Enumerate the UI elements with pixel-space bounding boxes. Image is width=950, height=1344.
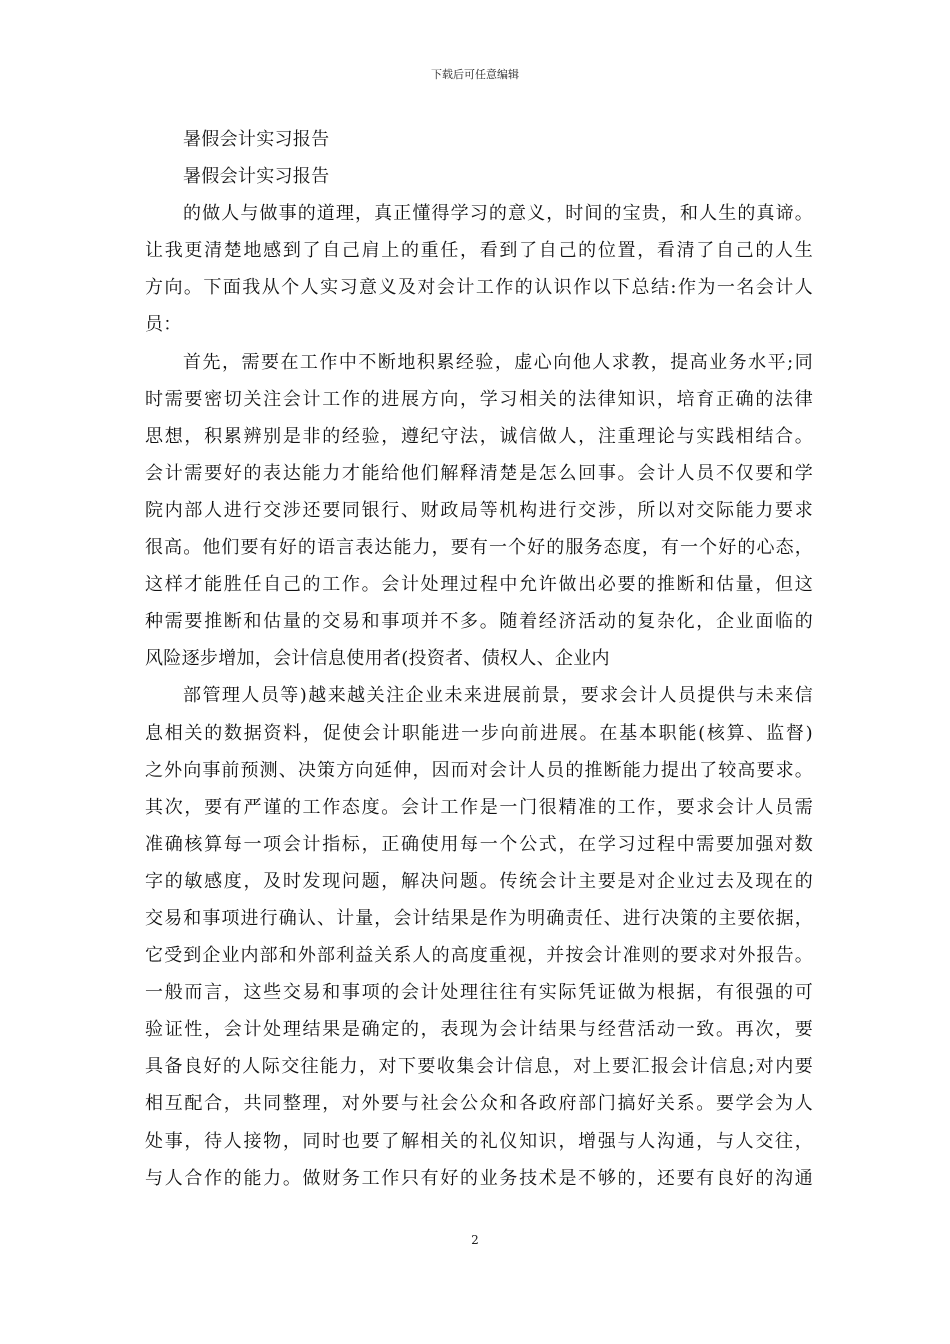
text-line: 暑假会计实习报告 bbox=[183, 129, 330, 150]
text-line: 交易和事项进行确认、计量，会计结果是作为明确责任、进行决策的主要依据， bbox=[145, 907, 813, 929]
text-line: 的做人与做事的道理，真正懂得学习的意义，时间的宝贵，和人生的真谛。 bbox=[183, 203, 813, 225]
text-line: 让我更清楚地感到了自己肩上的重任，看到了自己的位置，看清了自己的人生 bbox=[145, 240, 813, 262]
text-line: 暑假会计实习报告 bbox=[183, 166, 330, 188]
text-line: 方向。下面我从个人实习意义及对会计工作的认识作以下总结:作为一名会计人 bbox=[145, 277, 813, 299]
text-line: 其次，要有严谨的工作态度。会计工作是一门很精准的工作，要求会计人员需 bbox=[145, 796, 813, 818]
text-line: 很高。他们要有好的语言表达能力，要有一个好的服务态度，有一个好的心态， bbox=[145, 537, 813, 559]
text-line: 之外向事前预测、决策方向延伸，因而对会计人员的推断能力提出了较高要求。 bbox=[145, 759, 813, 781]
text-line: 这样才能胜任自己的工作。会计处理过程中允许做出必要的推断和估量，但这 bbox=[145, 574, 813, 596]
text-line: 处事，待人接物，同时也要了解相关的礼仪知识，增强与人沟通，与人交往， bbox=[145, 1130, 813, 1152]
text-line: 它受到企业内部和外部利益关系人的高度重视，并按会计准则的要求对外报告。 bbox=[145, 945, 813, 967]
text-line: 准确核算每一项会计指标，正确使用每一个公式，在学习过程中需要加强对数 bbox=[145, 833, 813, 855]
text-line: 息相关的数据资料，促使会计职能进一步向前进展。在基本职能(核算、监督) bbox=[145, 722, 813, 744]
page-header: 下载后可任意编辑 bbox=[431, 68, 519, 81]
text-line: 部管理人员等)越来越关注企业未来进展前景，要求会计人员提供与未来信 bbox=[183, 685, 813, 707]
text-line: 会计需要好的表达能力才能给他们解释清楚是怎么回事。会计人员不仅要和学 bbox=[145, 462, 813, 484]
text-line: 时需要密切关注会计工作的进展方向，学习相关的法律知识，培育正确的法律 bbox=[145, 388, 813, 410]
text-line: 与人合作的能力。做财务工作只有好的业务技术是不够的，还要有良好的沟通 bbox=[145, 1167, 813, 1189]
text-line: 首先，需要在工作中不断地积累经验，虚心向他人求教，提高业务水平;同 bbox=[183, 351, 813, 373]
document-body bbox=[145, 121, 813, 1197]
text-line: 具备良好的人际交往能力，对下要收集会计信息，对上要汇报会计信息;对内要 bbox=[145, 1056, 813, 1078]
text-line: 风险逐步增加，会计信息使用者(投资者、债权人、企业内 bbox=[145, 648, 610, 670]
text-line: 种需要推断和估量的交易和事项并不多。随着经济活动的复杂化，企业面临的 bbox=[145, 611, 813, 633]
text-line: 验证性，会计处理结果是确定的，表现为会计结果与经营活动一致。再次，要 bbox=[145, 1019, 813, 1041]
text-line: 思想，积累辨别是非的经验，遵纪守法，诚信做人，注重理论与实践相结合。 bbox=[145, 425, 813, 447]
text-line: 一般而言，这些交易和事项的会计处理往往有实际凭证做为根据，有很强的可 bbox=[145, 982, 813, 1004]
text-line: 院内部人进行交涉还要同银行、财政局等机构进行交涉，所以对交际能力要求 bbox=[145, 499, 813, 521]
text-line: 员： bbox=[145, 314, 182, 336]
text-line: 相互配合，共同整理，对外要与社会公众和各政府部门搞好关系。要学会为人 bbox=[145, 1093, 813, 1115]
page-number: 2 bbox=[471, 1233, 479, 1247]
text-line: 字的敏感度，及时发现问题，解决问题。传统会计主要是对企业过去及现在的 bbox=[145, 870, 813, 892]
